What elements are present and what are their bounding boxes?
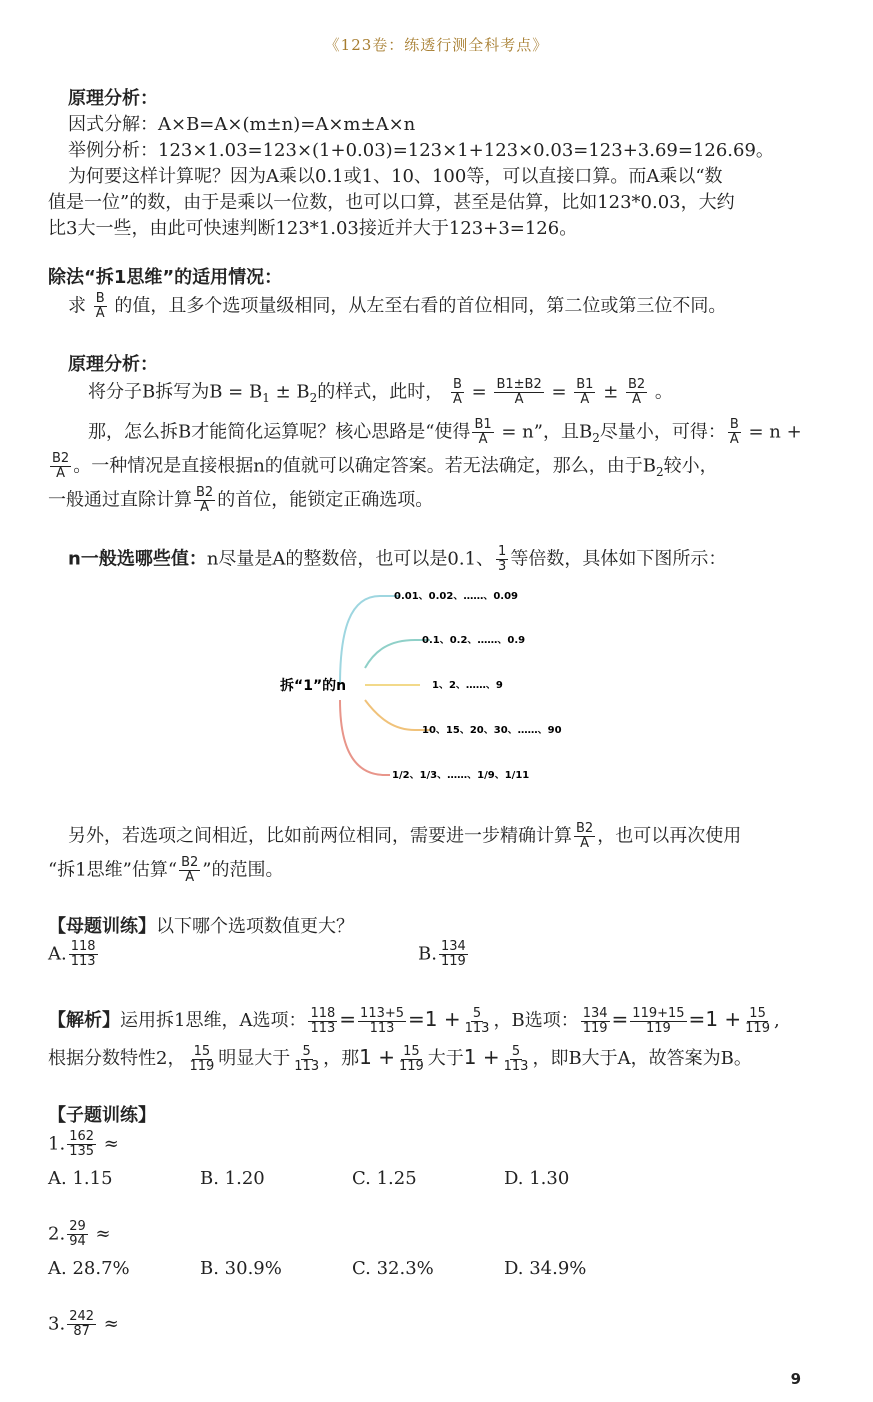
sub-q2-opt-d[interactable]: D. 34.9% [504,1258,587,1279]
sub-q2: 2. $\frac{29}{94}$ ≈ [48,1219,111,1249]
mindmap-connector-1 [340,596,400,685]
mindmap-branch-1: 0.01、0.02、……、0.09 [394,591,519,602]
sub-q2-opt-a[interactable]: A. 28.7% [48,1258,130,1279]
analysis-line2: 根据分数特性2， $\frac{15}{119}$ 明显大于 $\frac{5}{113}$ ，那1 + $\frac{15}{119}$ 大于1 + $\frac{5}{113}$ ，即B大于A，故答案为B。 [48,1043,752,1074]
mindmap-center: 拆“1”的n [280,678,347,694]
sec4-line: n一般选哪些值：n尽量是A的整数倍，也可以是0.1、 $\frac{1}{3}$ 等倍数，具体如下图所示： [68,544,727,574]
sec1-line2: 举例分析：123×1.03=123×(1+0.03)=123×1+123×0.03=123+3.69=126.69。 [68,140,774,161]
analysis-line1: 【解析】运用拆1思维，A选项： $\frac{118}{113}$ = $\frac{113+5}{113}$ =1 + $\frac{5}{113}$ ，B选项： $\frac{134}{119}$ = $\frac{119+15}{119}$ =1 + $\frac{15}{119}$ , [48,1005,780,1036]
sec3-line4: 一般通过直除计算 $\frac{B2}{A}$ 的首位，能锁定正确选项。 [48,485,434,515]
sub-q1-opt-d[interactable]: D. 1.30 [504,1168,570,1189]
sub-q1-opt-c[interactable]: C. 1.25 [352,1168,417,1189]
sec1-heading: 原理分析： [68,88,158,109]
sec3-heading: 原理分析： [68,354,158,375]
sec2-line: 求 $\frac{B}{A}$ 的值，且多个选项量级相同，从左至右看的首位相同，第二位或第三位不同。 [68,291,727,321]
mindmap-branch-5: 1/2、1/3、……、1/9、1/11 [392,770,530,781]
mindmap-connector-2 [365,640,430,668]
page-number: 9 [790,1370,801,1388]
mindmap-branch-4: 10、15、20、30、……、90 [422,725,562,736]
mother-question: 【母题训练】以下哪个选项数值更大？ [48,916,354,937]
sub-q1-opt-b[interactable]: B. 1.20 [200,1168,265,1189]
mindmap-branch-2: 0.1、0.2、……、0.9 [422,635,526,646]
sub-q1: 1. $\frac{162}{135}$ ≈ [48,1129,119,1159]
mindmap-connector-5 [340,700,390,775]
running-header: 《123卷：练透行测全科考点》 [324,36,549,54]
sec5-line2: “拆1思维”估算“ $\frac{B2}{A}$ ”的范围。 [48,855,284,885]
sec1-line1: 因式分解：A×B=A×(m±n)=A×m±A×n [68,114,416,135]
sub-q3: 3. $\frac{242}{87}$ ≈ [48,1309,119,1339]
mindmap [270,580,600,790]
sub-q2-opt-b[interactable]: B. 30.9% [200,1258,282,1279]
sec5-line1: 另外，若选项之间相近，比如前两位相同，需要进一步精确计算 $\frac{B2}{A}$ ，也可以再次使用 [68,821,742,851]
sub-q2-opt-c[interactable]: C. 32.3% [352,1258,434,1279]
sec3-line3: $\frac{B2}{A}$ 。一种情况是直接根据n的值就可以确定答案。若无法确定，那么，由于$B_2$较小， [52,451,718,481]
sub-q1-opt-a[interactable]: A. 1.15 [48,1168,113,1189]
sec3-line2: 那，怎么拆B才能简化运算呢？核心思路是“使得 $\frac{B1}{A}$ = n”，且$B_2$尽量小，可得： $\frac{B}{A}$ = n + [88,417,802,447]
sec1-para-c: 比3大一些，由此可快速判断123*1.03接近并大于123+3=126。 [48,218,578,239]
mother-option-a[interactable]: A. $\frac{118}{113}$ [48,939,96,969]
fraction-b-over-a: $\frac{B}{A}$ [95,291,105,321]
sec1-para-a: 为何要这样计算呢？因为A乘以0.1或1、10、100等，可以直接口算。而A乘以“数 [68,166,723,187]
sec3-line1: 将分子B拆写为$B = B_1 \pm B_2$的样式，此时， $\frac{B}{A}$ = $\frac{B1\pm B2}{A}$ = $\frac{B1}{A}$ ± $\frac{B2}{A}$ 。 [88,377,673,407]
sec1-para-b: 值是一位”的数，由于是乘以一位数，也可以口算，甚至是估算，比如123*0.03，大约 [48,192,735,213]
mindmap-branch-3: 1、2、……、9 [432,680,503,691]
mother-option-b[interactable]: B. $\frac{134}{119}$ [418,939,466,969]
sub-heading: 【子题训练】 [48,1105,156,1126]
mindmap-connector-4 [365,700,430,730]
sec2-heading: 除法“拆1思维”的适用情况： [48,267,283,288]
